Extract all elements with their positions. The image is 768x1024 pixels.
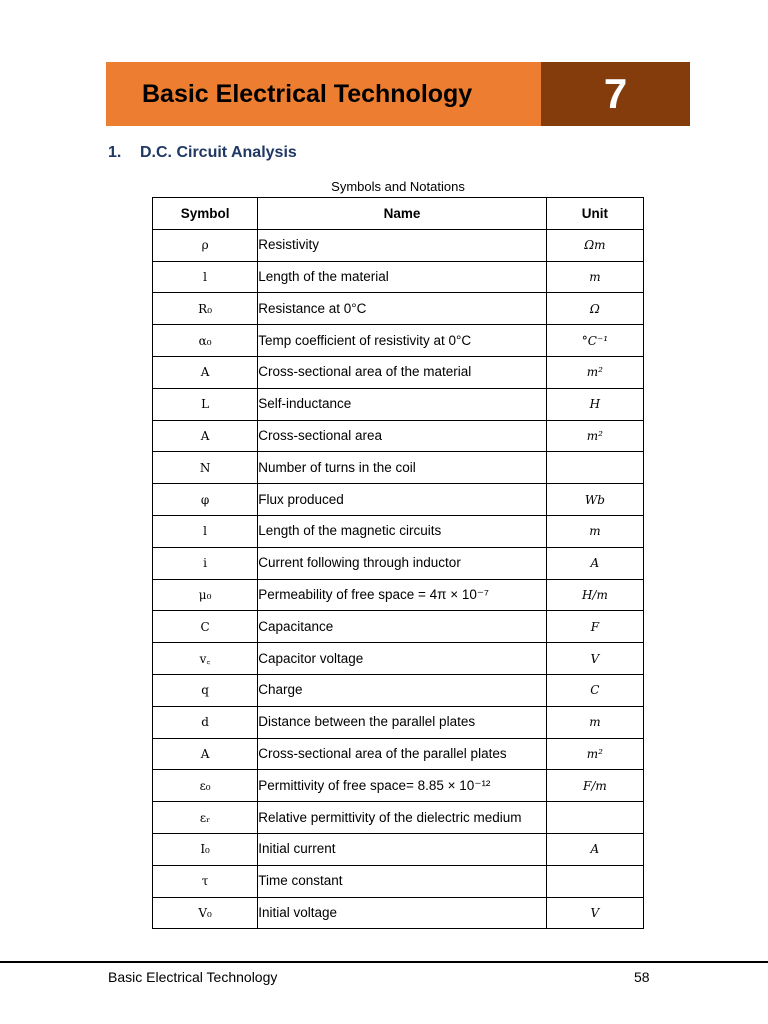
name-cell: Temp coefficient of resistivity at 0°C — [258, 325, 547, 357]
symbol-cell: q — [153, 674, 258, 706]
table-row — [153, 325, 644, 357]
symbol-cell: C — [153, 611, 258, 643]
chapter-title: Basic Electrical Technology — [106, 62, 541, 126]
name-cell: Capacitance — [258, 611, 547, 643]
symbol-cell: N — [153, 452, 258, 484]
symbols-table — [152, 197, 644, 929]
table-row — [153, 674, 644, 706]
symbol-cell: v꜀ — [153, 643, 258, 675]
unit-cell — [546, 865, 643, 897]
symbol-cell: d — [153, 706, 258, 738]
symbol-cell: i — [153, 547, 258, 579]
footer-book-title: Basic Electrical Technology — [108, 969, 278, 985]
symbol-cell: l — [153, 515, 258, 547]
name-cell: Length of the material — [258, 261, 547, 293]
table-body — [153, 229, 644, 929]
table-row — [153, 706, 644, 738]
unit-cell: V — [546, 643, 643, 675]
table-row — [153, 356, 644, 388]
unit-cell: m² — [546, 356, 643, 388]
symbol-cell: μ₀ — [153, 579, 258, 611]
unit-cell: m² — [546, 420, 643, 452]
table-row — [153, 420, 644, 452]
symbol-cell: L — [153, 388, 258, 420]
unit-cell: F/m — [546, 770, 643, 802]
table-row — [153, 738, 644, 770]
name-cell: Relative permittivity of the dielectric medium — [258, 802, 547, 834]
unit-cell: m² — [546, 738, 643, 770]
name-cell: Flux produced — [258, 484, 547, 516]
symbol-cell: A — [153, 420, 258, 452]
table-row — [153, 579, 644, 611]
name-cell: Capacitor voltage — [258, 643, 547, 675]
name-cell: Permeability of free space = 4π × 10⁻⁷ — [258, 579, 547, 611]
table-row — [153, 229, 644, 261]
table-caption: Symbols and Notations — [331, 179, 465, 194]
symbol-cell: A — [153, 356, 258, 388]
symbol-cell: ε₀ — [153, 770, 258, 802]
unit-cell: Ωm — [546, 229, 643, 261]
section-heading — [108, 144, 297, 162]
header-name: Name — [258, 198, 547, 230]
unit-cell — [546, 802, 643, 834]
header-unit: Unit — [546, 198, 643, 230]
symbol-cell: ρ — [153, 229, 258, 261]
name-cell: Permittivity of free space= 8.85 × 10⁻¹² — [258, 770, 547, 802]
table-row — [153, 261, 644, 293]
symbol-cell: V₀ — [153, 897, 258, 929]
name-cell: Time constant — [258, 865, 547, 897]
name-cell: Charge — [258, 674, 547, 706]
table-row — [153, 547, 644, 579]
unit-cell: C — [546, 674, 643, 706]
symbol-cell: φ — [153, 484, 258, 516]
table-row — [153, 802, 644, 834]
symbol-cell: α₀ — [153, 325, 258, 357]
table-row — [153, 388, 644, 420]
table-row — [153, 611, 644, 643]
unit-cell: m — [546, 515, 643, 547]
unit-cell: °C⁻¹ — [546, 325, 643, 357]
name-cell: Initial current — [258, 833, 547, 865]
name-cell: Length of the magnetic circuits — [258, 515, 547, 547]
symbol-cell: τ — [153, 865, 258, 897]
table-row — [153, 515, 644, 547]
symbol-cell: l — [153, 261, 258, 293]
unit-cell: Ω — [546, 293, 643, 325]
name-cell: Cross-sectional area — [258, 420, 547, 452]
name-cell: Self-inductance — [258, 388, 547, 420]
unit-cell: m — [546, 261, 643, 293]
name-cell: Initial voltage — [258, 897, 547, 929]
table-header-row — [153, 198, 644, 230]
name-cell: Number of turns in the coil — [258, 452, 547, 484]
section-title: D.C. Circuit Analysis — [140, 144, 297, 161]
name-cell: Distance between the parallel plates — [258, 706, 547, 738]
unit-cell: H — [546, 388, 643, 420]
unit-cell: F — [546, 611, 643, 643]
name-cell: Resistance at 0°C — [258, 293, 547, 325]
name-cell: Current following through inductor — [258, 547, 547, 579]
symbol-cell: R₀ — [153, 293, 258, 325]
name-cell: Cross-sectional area of the material — [258, 356, 547, 388]
unit-cell: H/m — [546, 579, 643, 611]
unit-cell: m — [546, 706, 643, 738]
header-symbol: Symbol — [153, 198, 258, 230]
table-row — [153, 484, 644, 516]
unit-cell: Wb — [546, 484, 643, 516]
symbol-cell: εᵣ — [153, 802, 258, 834]
page-number: 58 — [634, 969, 650, 985]
table-row — [153, 770, 644, 802]
table-row — [153, 897, 644, 929]
unit-cell: V — [546, 897, 643, 929]
table-row — [153, 833, 644, 865]
chapter-banner — [106, 62, 690, 126]
chapter-number: 7 — [541, 62, 690, 126]
table-row — [153, 293, 644, 325]
unit-cell: A — [546, 833, 643, 865]
footer-divider — [0, 961, 768, 963]
table-row — [153, 452, 644, 484]
table-row — [153, 865, 644, 897]
symbol-cell: I₀ — [153, 833, 258, 865]
symbol-cell: A — [153, 738, 258, 770]
unit-cell — [546, 452, 643, 484]
unit-cell: A — [546, 547, 643, 579]
table-row — [153, 643, 644, 675]
name-cell: Cross-sectional area of the parallel plates — [258, 738, 547, 770]
name-cell: Resistivity — [258, 229, 547, 261]
section-number: 1. — [108, 144, 122, 161]
